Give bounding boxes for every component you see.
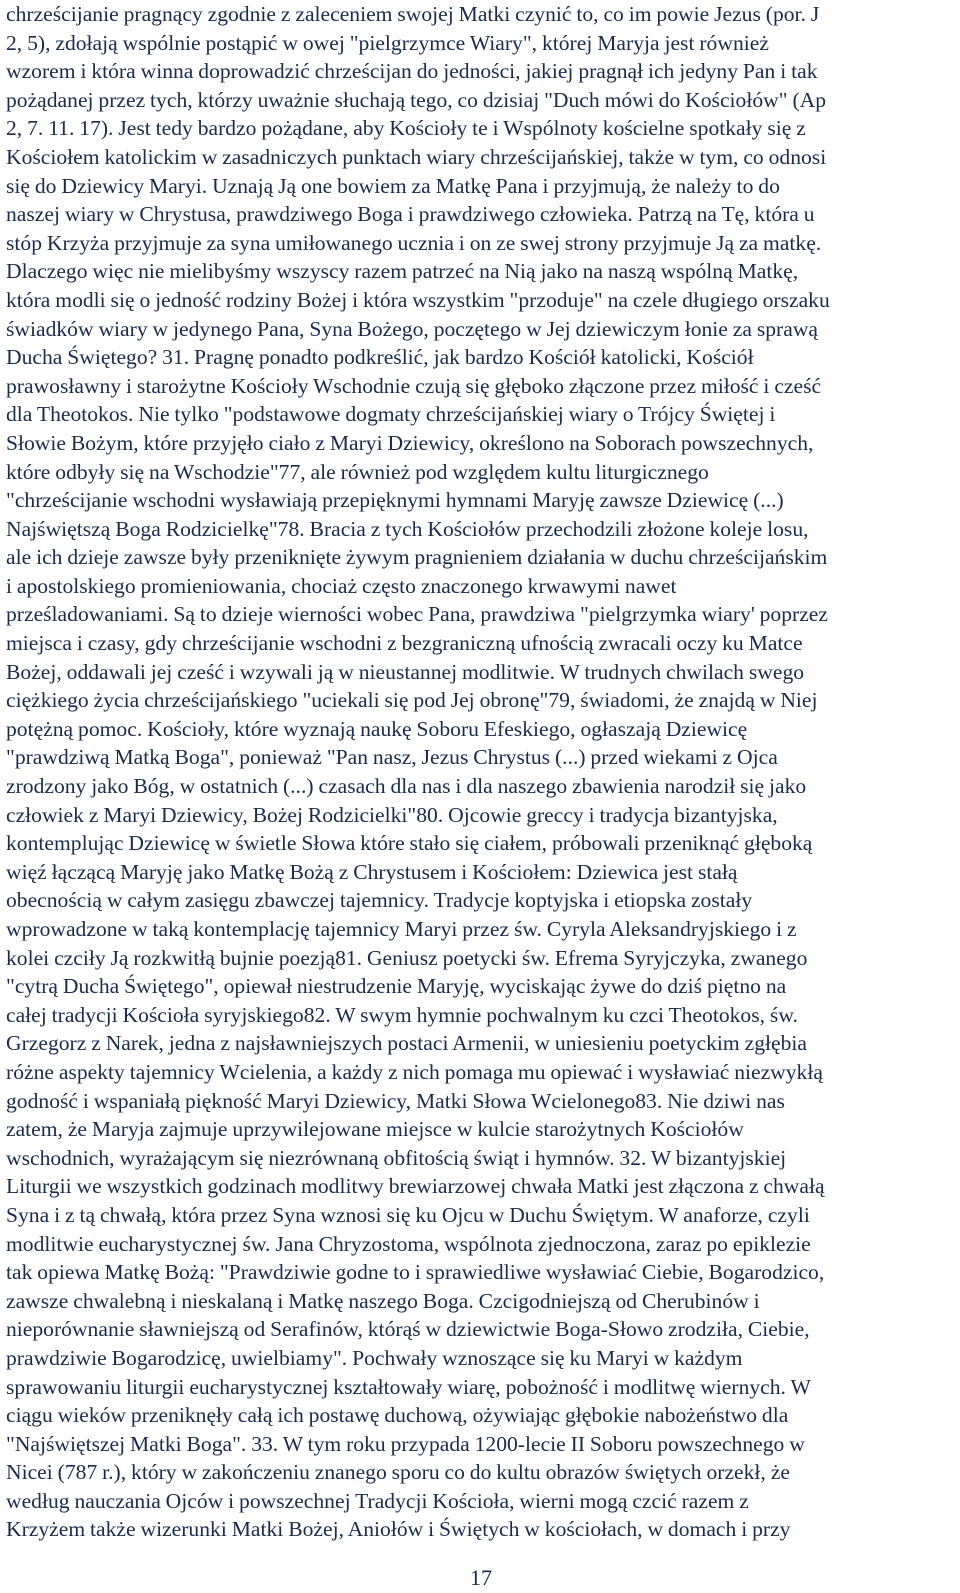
text-line: "chrześcijanie wschodni wysławiają przepięknymi hymnami Maryję zawsze Dziewicę (...)	[6, 488, 784, 513]
text-line: Dlaczego więc nie mielibyśmy wszyscy razem patrzeć na Nią jako na naszą wspólną Matkę,	[6, 259, 799, 284]
text-line: wprowadzone w taką kontemplację tajemnicy Maryi przez św. Cyryla Aleksandryjskiego i z	[6, 917, 797, 941]
text-line: naszej wiary w Chrystusa, prawdziwego Boga i prawdziwego człowieka. Patrzą na Tę, która u	[6, 202, 815, 227]
text-line: 2, 5), zdołają wspólnie postąpić w owej "pielgrzymce Wiary", której Maryja jest również	[6, 30, 769, 55]
text-line: się do Dziewicy Maryi. Uznają Ją one bowiem za Matkę Pana i przyjmują, że należy to do	[6, 173, 780, 198]
text-line: potężną pomoc. Kościoły, które wyznają naukę Soboru Efeskiego, ogłaszają Dziewicę	[6, 716, 748, 741]
text-line: Grzegorz z Narek, jedna z najsławniejszych postaci Armenii, w uniesieniu poetyckim zgłębia	[6, 1031, 807, 1056]
text-line: człowiek z Maryi Dziewicy, Bożej Rodzicielki"80. Ojcowie greccy i tradycja bizantyjska,	[6, 802, 778, 827]
text-line: Syna i z tą chwałą, która przez Syna wznosi się ku Ojcu w Duchu Świętym. W anaforze, czyli	[6, 1202, 810, 1227]
text-line: "prawdziwą Matką Boga", ponieważ "Pan nasz, Jezus Chrystus (...) przed wiekami z Ojca	[6, 745, 778, 770]
text-line: Słowie Bożym, które przyjęło ciało z Maryi Dziewicy, określono na Soborach powszechnych,	[6, 430, 814, 455]
text-line: prawdziwie Bogarodzicę, uwielbiamy". Pochwały wznoszące się ku Maryi w każdym	[6, 1345, 743, 1370]
text-line: Kościołem katolickim w zasadniczych punktach wiary chrześcijańskiej, także w tym, co odnosi	[6, 144, 827, 169]
text-line: Ducha Świętego? 31. Pragnę ponadto podkreślić, jak bardzo Kościół katolicki, Kościół	[6, 345, 754, 370]
text-line: zawsze chwalebną i nieskalaną i Matkę naszego Boga. Czcigodniejszą od Cherubinów i	[6, 1288, 760, 1313]
text-line: zatem, że Maryja zajmuje uprzywilejowane miejsce w kulcie starożytnych Kościołów	[6, 1117, 744, 1142]
text-line: prawosławny i starożytne Kościoły Wschodnie czują się głęboko złączone przez miłość i cześć	[6, 373, 822, 398]
text-line: prześladowaniami. Są to dzieje wierności wobec Pana, prawdziwa "pielgrzymka wiary' poprzez	[6, 602, 828, 627]
text-line: wschodnich, wyrażającym się niezrównaną obfitością świąt i hymnów. 32. W bizantyjskiej	[6, 1145, 787, 1170]
text-line: całej tradycji Kościoła syryjskiego82. W swym hymnie pochwalnym ku czci Theotokos, św.	[6, 1002, 798, 1027]
document-page	[6, 0, 956, 1593]
text-line: według nauczania Ojców i powszechnej Tradycji Kościoła, wierni mogą czcić razem z	[6, 1488, 749, 1513]
text-line: Krzyżem także wizerunki Matki Bożej, Aniołów i Świętych w kościołach, w domach i przy	[6, 1517, 791, 1542]
text-line: ale ich dzieje zawsze były przeniknięte żywym pragnieniem działania w duchu chrześcijańskim	[6, 545, 828, 570]
text-line: które odbyły się na Wschodzie"77, ale również pod względem kultu liturgicznego	[6, 459, 709, 484]
text-line: i apostolskiego promieniowania, chociaż często znaczonego krwawymi nawet	[6, 573, 677, 598]
text-line: miejsca i czasy, gdy chrześcijanie wschodni z bezgraniczną ufnością zwracali oczy ku Matce	[6, 631, 803, 656]
text-line: chrześcijanie pragnący zgodnie z zaleceniem swojej Matki czynić to, co im powie Jezus (por. J	[6, 2, 820, 26]
text-line: która modli się o jedność rodziny Bożej i która wszystkim "przoduje" na czele długiego orszaku	[6, 287, 830, 312]
text-line: Nicei (787 r.), który w zakończeniu znanego sporu co do kultu obrazów świętych orzekł, że	[6, 1460, 790, 1485]
text-line: ciągu wieków przeniknęły całą ich postawę duchową, ożywiając głębokie nabożeństwo dla	[6, 1403, 789, 1428]
body-text	[6, 0, 956, 1544]
text-line: "cytrą Ducha Świętego", opiewał niestrudzenie Maryję, wyciskając żywe do dziś piętno na	[6, 974, 787, 999]
text-line: różne aspekty tajemnicy Wcielenia, a każdy z nich pomaga mu opiewać i wysławiać niezwykłą	[6, 1059, 823, 1084]
text-line: modlitwie eucharystycznej św. Jana Chryzostoma, wspólnota zjednoczona, zaraz po epiklezie	[6, 1231, 811, 1256]
text-line: Bożej, oddawali jej cześć i wzywali ją w nieustannej modlitwie. W trudnych chwilach swego	[6, 659, 805, 684]
text-line: zrodzony jako Bóg, w ostatnich (...) czasach dla nas i dla naszego zbawienia narodził się jako	[6, 774, 807, 799]
text-line: obecnością w całym zasięgu zbawczej tajemnicy. Tradycje koptyjska i etiopska zostały	[6, 888, 753, 913]
text-line: wzorem i która winna doprowadzić chrześcijan do jedności, jakiej pragnął ich jedyny Pan i tak	[6, 59, 818, 84]
text-line: więź łączącą Maryję jako Matkę Bożą z Chrystusem i Kościołem: Dziewica jest stałą	[6, 859, 738, 884]
text-line: sprawowaniu liturgii eucharystycznej kształtowały wiarę, pobożność i modlitwę wiernych. W	[6, 1374, 811, 1399]
text-line: Najświętszą Boga Rodzicielkę"78. Bracia z tych Kościołów przechodzili złożone koleje losu,	[6, 516, 809, 541]
page-number: 17	[470, 1565, 492, 1590]
text-line: pożądanej przez tych, którzy uważnie słuchają tego, co dzisiaj "Duch mówi do Kościołów" (Ap	[6, 87, 827, 112]
text-line: dla Theotokos. Nie tylko "podstawowe dogmaty chrześcijańskiej wiary o Trójcy Świętej i	[6, 402, 776, 427]
text-line: nieporównanie sławniejszą od Serafinów, którąś w dziewictwie Boga-Słowo zrodziła, Ciebie,	[6, 1317, 810, 1342]
text-line: ciężkiego życia chrześcijańskiego "uciekali się pod Jej obronę"79, świadomi, że znajdą w Niej	[6, 688, 818, 713]
text-line: świadków wiary w jedynego Pana, Syna Bożego, poczętego w Jej dziewiczym łonie za sprawą	[6, 316, 819, 341]
text-line: stóp Krzyża przyjmuje za syna umiłowanego ucznia i on ze swej strony przyjmuje Ją za matkę.	[6, 230, 822, 255]
text-line: "Najświętszej Matki Boga". 33. W tym roku przypada 1200-lecie II Soboru powszechnego w	[6, 1431, 805, 1456]
text-line: kontemplując Dziewicę w świetle Słowa które stało się ciałem, próbowali przeniknąć głęboką	[6, 831, 813, 856]
text-line: godność i wspaniałą piękność Maryi Dziewicy, Matki Słowa Wcielonego83. Nie dziwi nas	[6, 1088, 785, 1113]
text-line: tak opiewa Matkę Bożą: "Prawdziwie godne to i sprawiedliwe wysławiać Ciebie, Bogarodzico,	[6, 1260, 825, 1285]
text-line: kolei czciły Ją rozkwitłą bujnie poezją81. Geniusz poetycki św. Efrema Syryjczyka, zwanego	[6, 945, 808, 970]
text-line: 2, 7. 11. 17). Jest tedy bardzo pożądane, aby Kościoły te i Wspólnoty kościelne spotkały się z	[6, 116, 806, 141]
text-line: Liturgii we wszystkich godzinach modlitwy brewiarzowej chwała Matki jest złączona z chwałą	[6, 1174, 825, 1199]
